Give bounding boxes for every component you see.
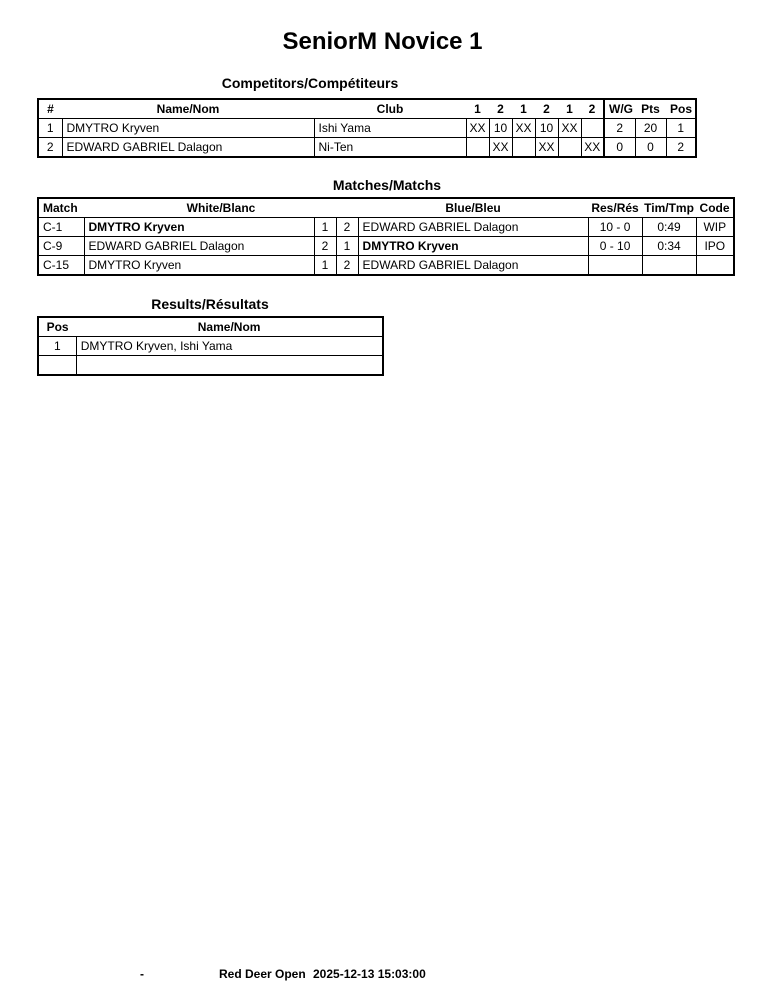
competitor-wg: 0 (604, 138, 635, 158)
match-result: 10 - 0 (588, 218, 642, 237)
col-r6: 2 (581, 99, 604, 119)
match-time: 0:49 (642, 218, 696, 237)
competitor-pos: 1 (666, 119, 696, 138)
competitor-name: DMYTRO Kryven (62, 119, 314, 138)
blue-number: 2 (336, 218, 358, 237)
match-code: WIP (696, 218, 734, 237)
match-result: 0 - 10 (588, 237, 642, 256)
white-competitor: DMYTRO Kryven (84, 256, 314, 276)
white-number: 2 (314, 237, 336, 256)
col-white: White/Blanc (84, 198, 358, 218)
col-match: Match (38, 198, 84, 218)
footer-timestamp: 2025-12-13 15:03:00 (313, 967, 426, 981)
score-cell: XX (535, 138, 558, 158)
results-heading: Results/Résultats (151, 296, 269, 312)
col-pos: Pos (38, 317, 76, 337)
col-r4: 2 (535, 99, 558, 119)
match-code (696, 256, 734, 276)
col-r3: 1 (512, 99, 535, 119)
competitors-heading: Competitors/Compétiteurs (221, 75, 399, 91)
competitors-header-row (38, 99, 696, 119)
competitor-pts: 0 (635, 138, 666, 158)
white-competitor: EDWARD GABRIEL Dalagon (84, 237, 314, 256)
table-row (38, 138, 696, 158)
col-num: # (38, 99, 62, 119)
table-row (38, 119, 696, 138)
results-header-row (38, 317, 383, 337)
blue-number: 1 (336, 237, 358, 256)
competitor-num: 2 (38, 138, 62, 158)
col-club: Club (314, 99, 466, 119)
col-blue: Blue/Bleu (358, 198, 588, 218)
score-cell: XX (558, 119, 581, 138)
competitor-club: Ishi Yama (314, 119, 466, 138)
col-name: Name/Nom (62, 99, 314, 119)
match-id: C-15 (38, 256, 84, 276)
score-cell: 10 (535, 119, 558, 138)
competitor-pts: 20 (635, 119, 666, 138)
result-pos: 1 (38, 337, 76, 356)
col-r2: 2 (489, 99, 512, 119)
page-title: SeniorM Novice 1 (282, 28, 483, 55)
col-time: Tim/Tmp (642, 198, 696, 218)
competitor-name: EDWARD GABRIEL Dalagon (62, 138, 314, 158)
matches-heading: Matches/Matchs (332, 177, 442, 193)
score-cell: 10 (489, 119, 512, 138)
match-id: C-9 (38, 237, 84, 256)
score-cell: XX (581, 138, 604, 158)
match-result (588, 256, 642, 276)
matches-header-row (38, 198, 734, 218)
score-cell (558, 138, 581, 158)
table-row (38, 218, 734, 237)
score-cell: XX (512, 119, 535, 138)
col-pts: Pts (635, 99, 666, 119)
blue-competitor: EDWARD GABRIEL Dalagon (358, 256, 588, 276)
match-code: IPO (696, 237, 734, 256)
footer-event: Red Deer Open (219, 967, 306, 981)
score-cell (581, 119, 604, 138)
result-name: DMYTRO Kryven, Ishi Yama (76, 337, 383, 356)
competitor-wg: 2 (604, 119, 635, 138)
matches-table (37, 197, 735, 276)
score-cell: XX (489, 138, 512, 158)
col-wg: W/G (604, 99, 635, 119)
footer-dash: - (140, 967, 144, 981)
blue-competitor: DMYTRO Kryven (358, 237, 588, 256)
match-time (642, 256, 696, 276)
score-cell (512, 138, 535, 158)
white-number: 1 (314, 218, 336, 237)
competitor-club: Ni-Ten (314, 138, 466, 158)
competitors-table (37, 98, 697, 158)
result-name (76, 356, 383, 376)
score-cell: XX (466, 119, 489, 138)
match-id: C-1 (38, 218, 84, 237)
col-name: Name/Nom (76, 317, 383, 337)
table-row (38, 337, 383, 356)
white-competitor: DMYTRO Kryven (84, 218, 314, 237)
col-pos: Pos (666, 99, 696, 119)
competitor-num: 1 (38, 119, 62, 138)
white-number: 1 (314, 256, 336, 276)
results-table (37, 316, 384, 376)
blue-number: 2 (336, 256, 358, 276)
table-row (38, 256, 734, 276)
blue-competitor: EDWARD GABRIEL Dalagon (358, 218, 588, 237)
col-r5: 1 (558, 99, 581, 119)
table-row (38, 356, 383, 376)
table-row (38, 237, 734, 256)
score-cell (466, 138, 489, 158)
competitor-pos: 2 (666, 138, 696, 158)
match-time: 0:34 (642, 237, 696, 256)
col-r1: 1 (466, 99, 489, 119)
col-code: Code (696, 198, 734, 218)
result-pos (38, 356, 76, 376)
col-res: Res/Rés (588, 198, 642, 218)
